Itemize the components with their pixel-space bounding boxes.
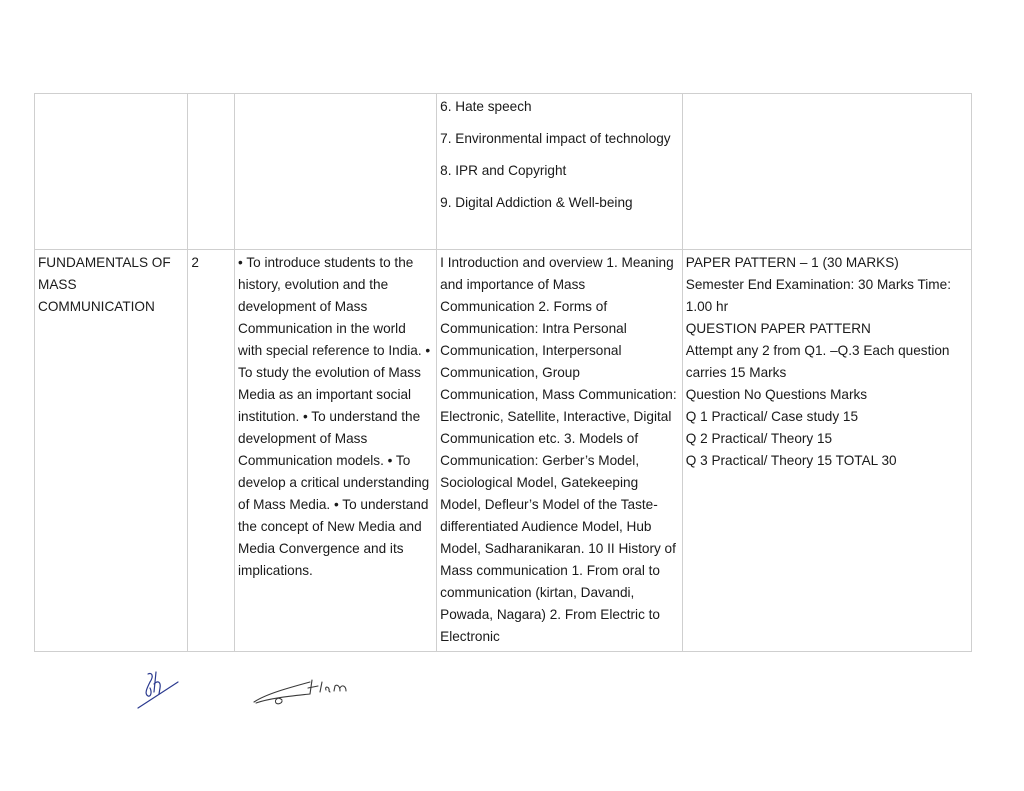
question-header: Question No Questions Marks [685,387,868,402]
course-cell [35,250,188,652]
credits-cell [188,250,235,652]
signature-2 [252,676,360,710]
signature-ink [254,680,346,704]
table-row [35,94,972,250]
signature-1 [130,668,190,716]
syllabus-cell [437,94,683,250]
objectives-text: • To introduce students to the history, evolution and the development of Mass Communication in the world with special reference to India. • To study the evolution of Mass Media as an important social institution. • To understand the development of Mass Communication models. • To develop a critical understanding of Mass Media. • To understand the concept of New Media and Media Convergence and its implications. [238,255,431,578]
objectives-cell [235,250,437,652]
evaluation-cell [682,94,971,250]
topic-list [440,96,679,214]
list-item: 7. Environmental impact of technology [440,131,671,146]
attempt-instruction: Attempt any 2 from Q1. –Q.3 Each question carries 15 Marks [685,343,950,380]
exam-info: Semester End Examination: 30 Marks Time: 1.00 hr [685,277,951,314]
signature-ink [138,672,178,708]
credits-value: 2 [191,255,199,270]
objectives-cell [235,94,437,250]
evaluation-text [686,252,968,472]
list-item: 9. Digital Addiction & Well-being [440,195,633,210]
list-item: 6. Hate speech [440,99,532,114]
syllabus-text: I Introduction and overview 1. Meaning and importance of Mass Communication 2. Forms of Communication: Intra Personal Communication, Interpersonal Communication, Group Communication, Mass Communication: Electronic, Satellite, Interactive, Digital Communication etc. 3. Models of Communication: Gerber’s Model, Sociological Model, Gatekeeping Model, Defleur’s Model of the Taste- differentiated Audience Model, Hub Model, Sadharanikaran. 10 II History of Mass communication 1. From oral to communication (kirtan, Davandi, Powada, Nagara) 2. From Electric to Electronic [440,255,677,644]
question-row: Q 3 Practical/ Theory 15 TOTAL 30 [685,453,897,468]
table-row [35,250,972,652]
question-row: Q 1 Practical/ Case study 15 [685,409,859,424]
syllabus-table [34,93,972,652]
course-cell [35,94,188,250]
question-pattern-heading: QUESTION PAPER PATTERN [685,321,871,336]
credits-cell [188,94,235,250]
list-item: 8. IPR and Copyright [440,163,567,178]
question-row: Q 2 Practical/ Theory 15 [685,431,833,446]
evaluation-cell [682,250,971,652]
syllabus-cell [437,250,683,652]
paper-pattern-heading: PAPER PATTERN – 1 (30 MARKS) [685,255,899,270]
course-title: FUNDAMENTALS OF MASS COMMUNICATION [38,255,171,314]
